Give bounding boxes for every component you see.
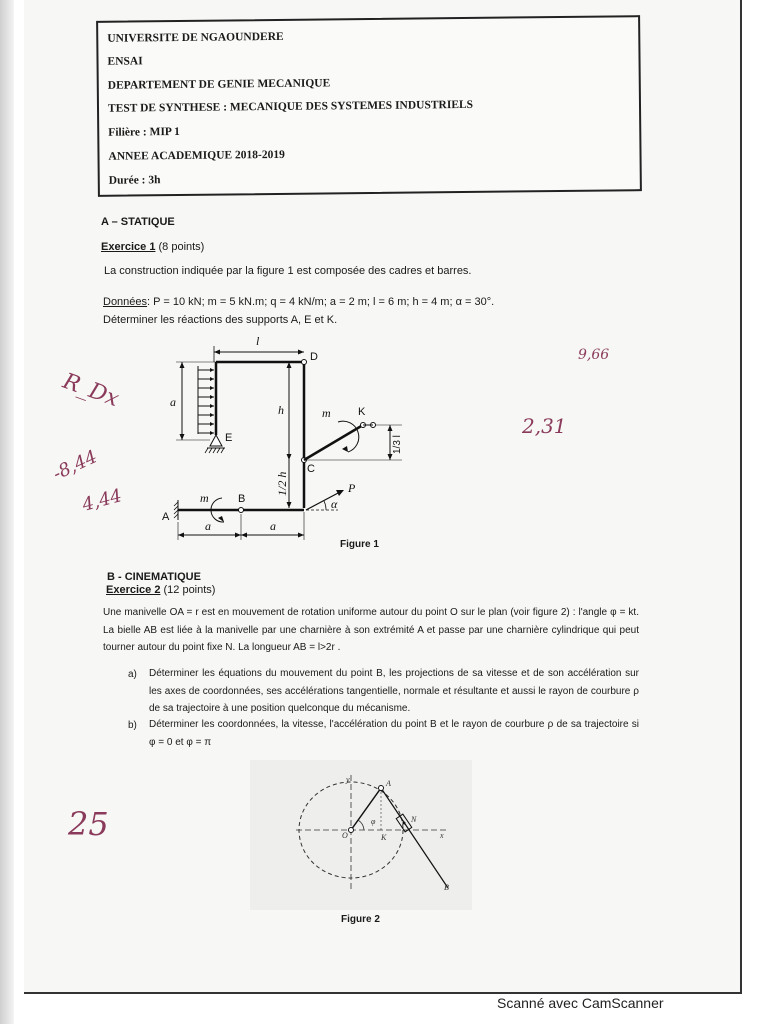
university-name: UNIVERSITE DE NGAOUNDERE [107, 30, 284, 45]
exercise-1-points: (8 points) [155, 241, 205, 253]
exercise-1-intro: La construction indiquée par la figure 1 est composée des cadres et barres. [104, 265, 472, 277]
label-a-left: a [205, 519, 211, 533]
figure-2-caption: Figure 2 [341, 914, 380, 925]
label-B: B [238, 493, 246, 505]
exercise-1-task: Déterminer les réactions des supports A, E et K. [103, 314, 338, 326]
item-a-marker: a) [128, 669, 137, 680]
label-a-vertical: a [170, 395, 176, 409]
exercise-1-title: Exercice 1 [101, 241, 156, 253]
section-a-title: A – STATIQUE [101, 216, 175, 228]
label-C: C [307, 463, 315, 475]
figure-1-caption: Figure 1 [340, 539, 379, 550]
exercise-2-title: Exercice 2 [106, 584, 161, 596]
item-a-text: Déterminer les équations du mouvement du point B, les projections de sa vitesse et de son accélération sur les axes de coordonnées, ses accélérations tangentielle, normale et résultante et aussi le rayon de courbure ρ de sa trajectoire à une position quelconque du mécanisme. [149, 668, 639, 714]
exercise-2-points: (12 points) [160, 584, 216, 596]
label-third-l: 1/3 l [392, 435, 403, 454]
label-m-lower: m [200, 491, 209, 505]
label-A: A [162, 511, 170, 523]
camscanner-watermark: Scanné avec CamScanner [497, 995, 664, 1011]
label-alpha: α [331, 497, 338, 511]
label-phi: φ [371, 817, 376, 826]
label-K: K [358, 406, 366, 418]
label-N: N [411, 815, 417, 824]
label-E: E [225, 432, 233, 444]
test-title: TEST DE SYNTHESE : MECANIQUE DES SYSTEMES INDUSTRIELS [107, 98, 474, 115]
label-h: h [278, 403, 284, 417]
label-m-upper: m [322, 406, 331, 420]
handwritten-value-1: -8,44 [49, 446, 101, 485]
item-b-text: Déterminer les coordonnées, la vitesse, l'accélération du point B et le rayon de courbure ρ de sa trajectoire si φ = 0 et φ = π [149, 719, 639, 748]
page-bottom-border [24, 992, 742, 994]
label-D: D [310, 351, 318, 363]
item-b-marker: b) [128, 720, 137, 731]
label-B-fig2: B [444, 883, 449, 892]
label-l: l [256, 334, 260, 348]
data-values: : P = 10 kN; m = 5 kN.m; q = 4 kN/m; a = 2 m; l = 6 m; h = 4 m; α = 30°. [147, 296, 495, 308]
school-name: ENSAI [107, 55, 143, 68]
label-P: P [348, 481, 356, 495]
figure-1 [150, 330, 420, 560]
department-name: DEPARTEMENT DE GENIE MECANIQUE [107, 77, 331, 92]
data-label: Données [103, 296, 148, 308]
label-half-h: 1/2 h [275, 471, 289, 496]
handwritten-value-2: 4,44 [79, 485, 125, 516]
handwritten-rdx: R_Dx [59, 368, 123, 413]
duration: Durée : 3h [108, 174, 161, 187]
filiere: Filière : MIP 1 [108, 125, 180, 139]
exercise-2-heading [106, 584, 215, 596]
label-y: y [346, 775, 350, 784]
label-O: O [342, 831, 348, 840]
exam-header-box [96, 15, 642, 197]
figure-2 [250, 760, 472, 910]
exercise-1-heading [101, 241, 204, 253]
label-a-right: a [270, 519, 276, 533]
label-K-fig2: K [381, 833, 387, 842]
exercise-2-intro: Une manivelle OA = r est en mouvement de rotation uniforme autour du point O sur le plan (voir figure 2) : l'angle φ = kt. La bielle AB est liée à la manivelle par une charnière à son extrémité A et passe par une charnière cylindrique qui peut tourner autour du point fixe N. La longueur AB = l>2r . [103, 607, 639, 653]
label-A-fig2: A [386, 779, 391, 788]
handwritten-value-4: 2,31 [522, 414, 567, 438]
academic-year: ANNEE ACADEMIQUE 2018-2019 [108, 148, 285, 163]
handwritten-score: 25 [68, 805, 109, 843]
scan-left-edge [0, 0, 14, 1024]
section-b-title: B - CINEMATIQUE [107, 571, 201, 583]
handwritten-value-3: 9,66 [578, 347, 610, 363]
exercise-1-data [103, 296, 494, 308]
label-x: x [440, 831, 444, 840]
page-right-border [740, 0, 742, 992]
